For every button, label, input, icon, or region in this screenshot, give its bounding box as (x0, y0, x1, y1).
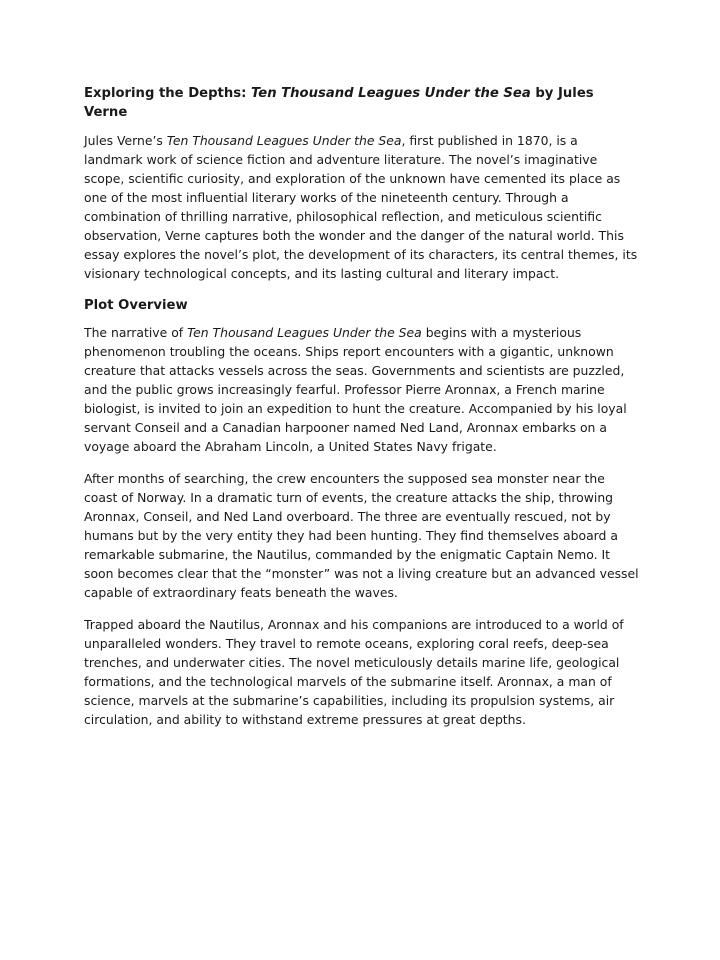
title-suffix: by Jules Verne (84, 86, 594, 120)
intro-paragraph (84, 131, 640, 283)
section-heading: Plot Overview (84, 298, 188, 313)
plot-p1-text: begins with a mysterious phenomenon troubling the oceans. Ships report encounters with a gigantic, unknown creature that attacks vessels across the seas. Governments and scientists are puzzled, and the public grows increasingly fearful. Professor Pierre Aronnax, a French marine biologist, is invited to join an expedition to hunt the creature. Accompanied by his loyal servant Conseil and a Canadian harpooner named Ned Land, Aronnax embarks on a voyage aboard the Abraham Lincoln, a United States Navy frigate. (84, 325, 627, 454)
plot-p1-book-name: Ten Thousand Leagues Under the Sea (187, 325, 422, 340)
plot-paragraph-1 (84, 323, 640, 456)
intro-text: , first published in 1870, is a landmark work of science fiction and adventure literature. The novel’s imaginative scope, scientific curiosity, and exploration of the unknown have cemented its place as one of the most influential literary works of the nineteenth century. Through a combination of thrilling narrative, philosophical reflection, and meticulous scientific observation, Verne captures both the wonder and the danger of the natural world. This essay explores the novel’s plot, the development of its characters, its central themes, its visionary technological concepts, and its lasting cultural and literary impact. (84, 133, 638, 281)
intro-book-name: Ten Thousand Leagues Under the Sea (166, 133, 402, 148)
plot-paragraph-2: After months of searching, the crew encounters the supposed sea monster near the coast of Norway. In a dramatic turn of events, the creature attacks the ship, throwing Aronnax, Conseil, and Ned Land overboard. The three are eventually rescued, not by humans but by the very entity they had been hunting. They find themselves aboard a remarkable submarine, the Nautilus, commanded by the enigmatic Captain Nemo. It soon becomes clear that the “monster” was not a living creature but an advanced vessel capable of extraordinary feats beneath the waves. (84, 471, 639, 600)
title-prefix: Exploring the Depths: (84, 86, 251, 101)
document-page (84, 84, 640, 742)
plot-paragraph-3: Trapped aboard the Nautilus, Aronnax and his companions are introduced to a world of unparalleled wonders. They travel to remote oceans, exploring coral reefs, deep-sea trenches, and underwater cities. The novel meticulously details marine life, geological formations, and the technological marvels of the submarine itself. Aronnax, a man of science, marvels at the submarine’s capabilities, including its propulsion systems, air circulation, and ability to withstand extreme pressures at great depths. (84, 617, 624, 727)
intro-prefix: Jules Verne’s (84, 133, 167, 148)
document-title (84, 84, 640, 122)
title-book-name: Ten Thousand Leagues Under the Sea (250, 86, 531, 101)
plot-p1-prefix: The narrative of (84, 325, 188, 340)
